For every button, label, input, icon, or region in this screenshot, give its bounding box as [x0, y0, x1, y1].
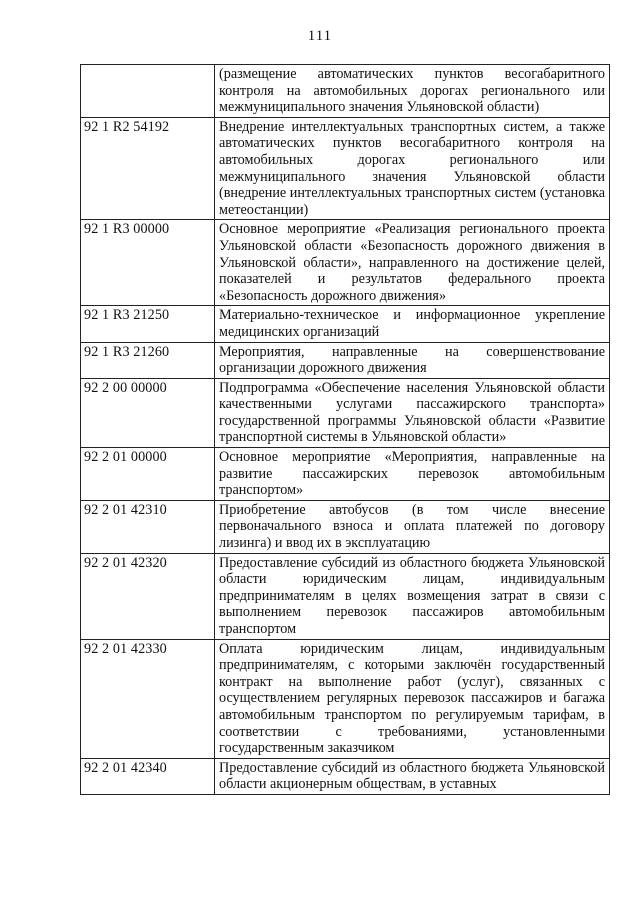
row-code: 92 1 R2 54192: [81, 117, 215, 220]
row-description: Подпрограмма «Обеспечение населения Ульяновской области качественными услугами пассажирского транспорта» государственной программы Ульяновской области «Развитие транспортной системы в Ульяновской области»: [215, 378, 610, 447]
row-description: Основное мероприятие «Мероприятия, направленные на развитие пассажирских перевозок автомобильным транспортом»: [215, 448, 610, 501]
table-row: [81, 220, 610, 306]
row-description: Оплата юридическим лицам, индивидуальным предпринимателям, с которыми заключён государственный контракт на выполнение работ (услуг), связанных с осуществлением регулярных перевозок пассажиров и багажа автомобильным транспортом по регулируемым тарифам, в соответствии с требованиями, установленными государственным заказчиком: [215, 639, 610, 758]
table-row: [81, 378, 610, 447]
row-code: 92 2 01 42340: [81, 758, 215, 794]
row-code: 92 2 01 42330: [81, 639, 215, 758]
row-description: Внедрение интеллектуальных транспортных систем, а также автоматических пунктов весогабаритного контроля на автомобильных дорогах регионального или межмуниципального значения Ульяновской области (внедрение интеллектуальных транспортных систем (установка метеостанции): [215, 117, 610, 220]
row-description: Приобретение автобусов (в том числе внесение первоначального взноса и оплата платежей по договору лизинга) и ввод их в эксплуатацию: [215, 500, 610, 553]
row-description: (размещение автоматических пунктов весогабаритного контроля на автомобильных дорогах регионального или межмуниципального значения Ульяновской области): [215, 65, 610, 118]
table-row: [81, 758, 610, 794]
row-description: Материально-техническое и информационное укрепление медицинских организаций: [215, 306, 610, 342]
table-row: [81, 553, 610, 639]
table-row: [81, 65, 610, 118]
row-code: 92 1 R3 00000: [81, 220, 215, 306]
row-code: 92 2 01 00000: [81, 448, 215, 501]
row-code: 92 2 01 42320: [81, 553, 215, 639]
table-row: [81, 306, 610, 342]
row-code: 92 1 R3 21260: [81, 342, 215, 378]
table-row: [81, 117, 610, 220]
row-code: 92 1 R3 21250: [81, 306, 215, 342]
table-row: [81, 448, 610, 501]
table-row: [81, 639, 610, 758]
page-number: 111: [307, 28, 333, 44]
table-row: [81, 342, 610, 378]
row-description: Основное мероприятие «Реализация регионального проекта Ульяновской области «Безопасность дорожного движения в Ульяновской области», направленного на достижение целей, показателей и результатов федерального проекта «Безопасность дорожного движения»: [215, 220, 610, 306]
row-code: 92 2 01 42310: [81, 500, 215, 553]
budget-classification-table: [80, 64, 610, 795]
row-code: [81, 65, 215, 118]
table-row: [81, 500, 610, 553]
row-code: 92 2 00 00000: [81, 378, 215, 447]
row-description: Мероприятия, направленные на совершенствование организации дорожного движения: [215, 342, 610, 378]
row-description: Предоставление субсидий из областного бюджета Ульяновской области юридическим лицам, индивидуальным предпринимателям в целях возмещения затрат в связи с выполнением перевозок пассажиров автомобильным транспортом: [215, 553, 610, 639]
row-description: Предоставление субсидий из областного бюджета Ульяновской области акционерным обществам, в уставных: [215, 758, 610, 794]
